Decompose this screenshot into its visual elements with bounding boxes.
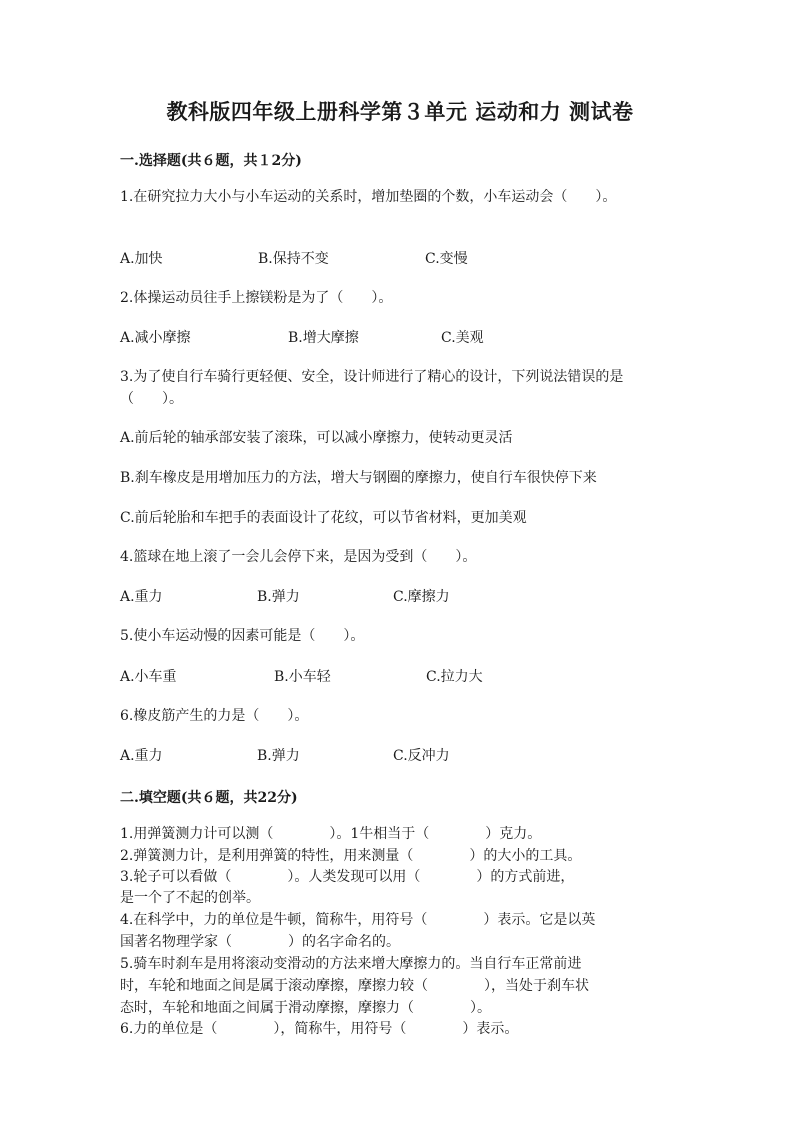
question-6-options (120, 745, 685, 767)
fill-line: 国著名物理学家（ ）的名字命名的。 (120, 934, 400, 950)
option-c[interactable]: C.变慢 (425, 251, 468, 267)
option-b[interactable]: B.增大摩擦 (288, 330, 359, 346)
section-heading-fill: 二.填空题(共６题，共22分) (120, 790, 298, 806)
question-1-options (120, 248, 685, 270)
question-2-options (120, 327, 685, 349)
question-4-options (120, 586, 685, 608)
option-c[interactable]: C.反冲力 (393, 748, 450, 764)
option-b[interactable]: B.保持不变 (258, 251, 329, 267)
option-b[interactable]: B.弹力 (257, 748, 300, 764)
fill-line: 2.弹簧测力计，是利用弹簧的特性，用来测量（ ）的大小的工具。 (120, 848, 582, 864)
option-c[interactable]: C.拉力大 (426, 669, 483, 685)
fill-line: 3.轮子可以看做（ ）。人类发现可以用（ ）的方式前进， (120, 869, 575, 885)
question-4-stem: 4.篮球在地上滚了一会儿会停下来，是因为受到（ ）。 (120, 549, 477, 565)
option-c[interactable]: C.前后轮胎和车把手的表面设计了花纹，可以节省材料，更加美观 (120, 510, 527, 526)
option-b[interactable]: B.刹车橡皮是用增加压力的方法，增大与钢圈的摩擦力，使自行车很快停下来 (120, 470, 597, 486)
fill-line: 6.力的单位是（ ），简称牛，用符号（ ）表示。 (120, 1021, 519, 1037)
question-5-stem: 5.使小车运动慢的因素可能是（ ）。 (120, 628, 365, 644)
question-2-stem: 2.体操运动员往手上擦镁粉是为了（ ）。 (120, 290, 393, 306)
fill-line: 时，车轮和地面之间是属于滚动摩擦，摩擦力较（ ），当处于刹车状 (120, 978, 589, 994)
question-1-stem: 1.在研究拉力大小与小车运动的关系时，增加垫圈的个数，小车运动会（ ）。 (120, 189, 617, 205)
option-b[interactable]: B.小车轻 (274, 669, 331, 685)
question-3-option-c-row (120, 507, 685, 529)
option-a[interactable]: A.减小摩擦 (120, 330, 191, 346)
page-title: 教科版四年级上册科学第３单元 运动和力 测试卷 (166, 99, 634, 124)
option-c[interactable]: C.美观 (441, 330, 484, 346)
fill-line: 1.用弹簧测力计可以测（ ）。1牛相当于（ ）克力。 (120, 826, 542, 842)
section-heading-choice: 一.选择题(共６题，共１2分) (120, 153, 302, 169)
question-3-option-a-row (120, 427, 685, 449)
question-3-option-b-row (120, 467, 685, 489)
question-6-stem: 6.橡皮筋产生的力是（ ）。 (120, 708, 309, 724)
question-5-options (120, 666, 685, 688)
option-a[interactable]: A.加快 (120, 251, 163, 267)
option-b[interactable]: B.弹力 (257, 589, 300, 605)
question-3-stem: 3.为了使自行车骑行更轻便、安全，设计师进行了精心的设计，下列说法错误的是（ ）。 (120, 369, 624, 407)
option-a[interactable]: A.重力 (120, 589, 163, 605)
fill-line: 5.骑车时刹车是用将滚动变滑动的方法来增大摩擦力的。当自行车正常前进 (120, 956, 582, 972)
option-c[interactable]: C.摩擦力 (393, 589, 450, 605)
option-a[interactable]: A.重力 (120, 748, 163, 764)
fill-line: 是一个了不起的创举。 (120, 890, 260, 906)
option-a[interactable]: A.小车重 (120, 669, 177, 685)
option-a[interactable]: A.前后轮的轴承部安装了滚珠，可以减小摩擦力，使转动更灵活 (120, 430, 513, 446)
fill-line: 4.在科学中，力的单位是牛顿，简称牛，用符号（ ）表示。它是以英 (120, 912, 596, 928)
fill-line: 态时，车轮和地面之间属于滑动摩擦，摩擦力（ ）。 (120, 1000, 491, 1016)
